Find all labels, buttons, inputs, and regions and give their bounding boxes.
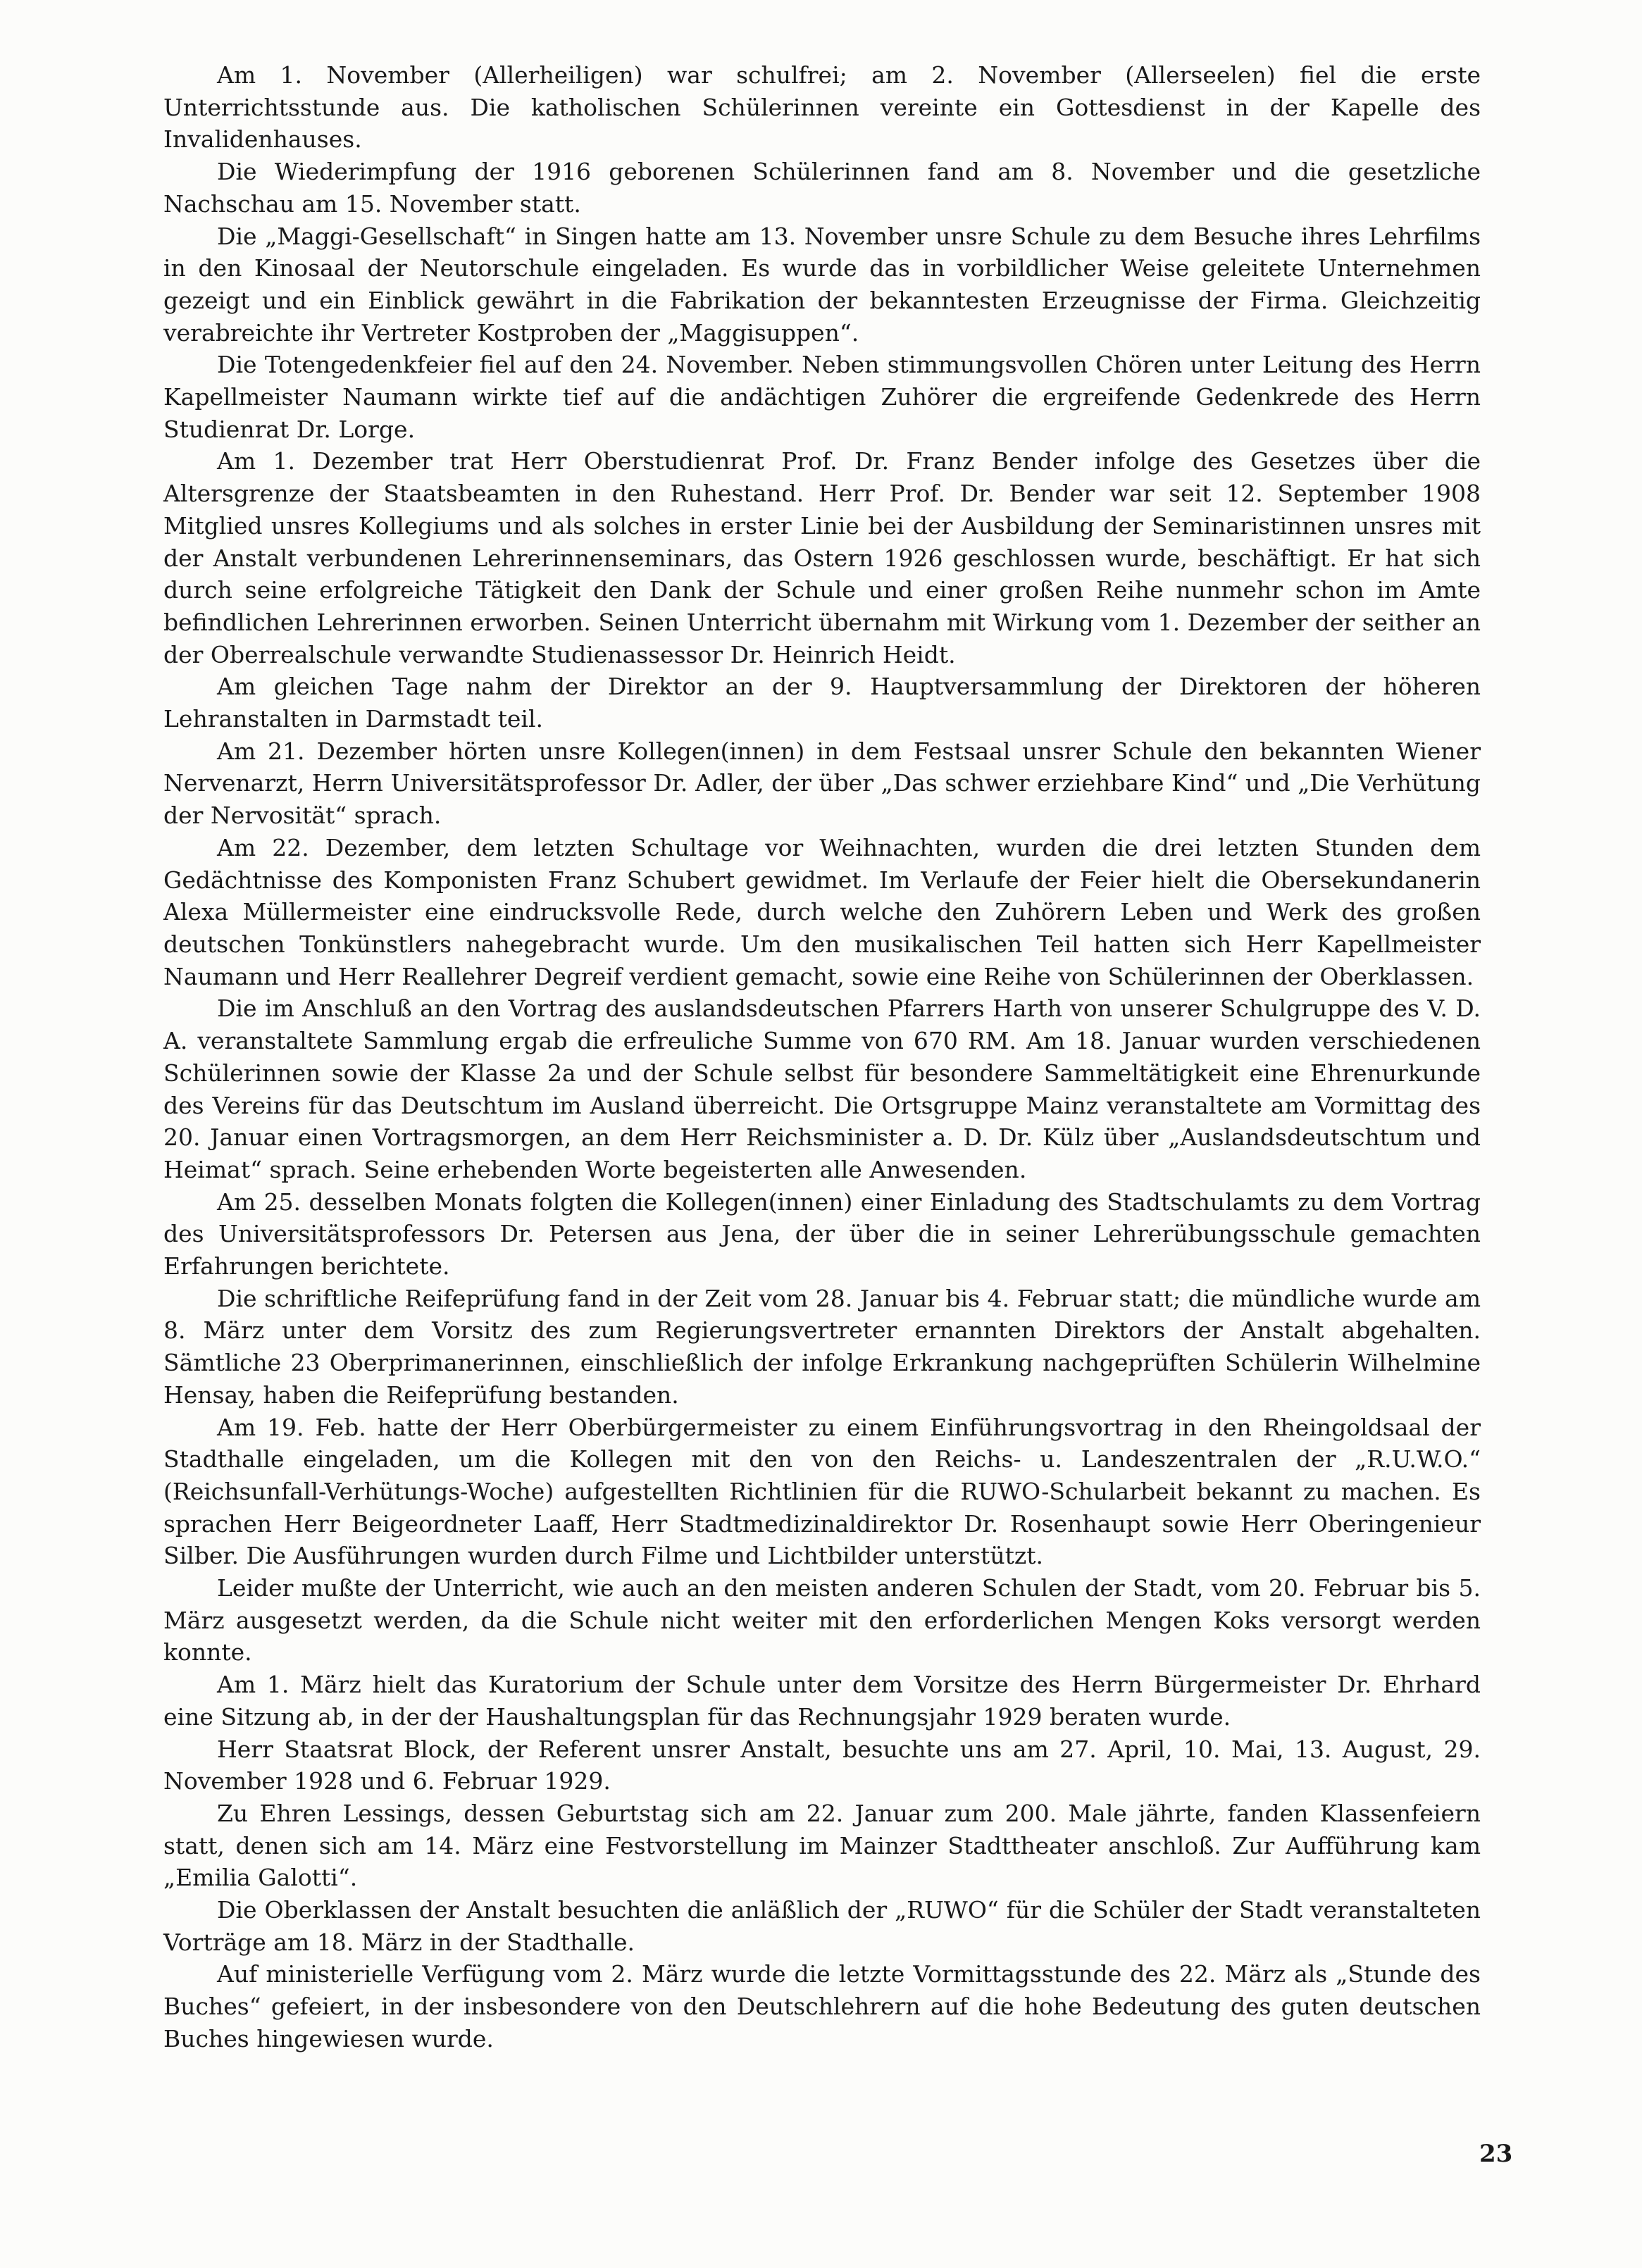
paragraph-kuratorium: Am 1. März hielt das Kuratorium der Schule unter dem Vorsitze des Herrn Bürgermeister Dr. Ehrhard eine Sitzung ab, in der der Haushaltungsplan für das Rechnungsjahr 1929 beraten wurde. — [163, 1671, 1481, 1731]
paragraph-stunde-des-buches: Auf ministerielle Verfügung vom 2. März wurde die letzte Vormittagsstunde des 22. März als „Stunde des Buches“ gefeiert, in der insbesondere von den Deutschlehrern auf die hohe Bedeutung des guten deutschen Buches hingewiesen wurde. — [163, 1960, 1481, 2052]
paragraph-vda-sammlung: Die im Anschluß an den Vortrag des auslandsdeutschen Pfarrers Harth von unserer Schulgruppe des V. D. A. veranstaltete Sammlung ergab die erfreuliche Summe von 670 RM. Am 18. Januar wurden verschiedenen Schülerinnen sowie der Klasse 2a und der Schule selbst für besondere Sammeltätigkeit eine Ehrenurkunde des Vereins für das Deutschtum im Ausland überreicht. Die Ortsgruppe Mainz veranstaltete am Vormittag des 20. Januar einen Vortragsmorgen, an dem Herr Reichsminister a. D. Dr. Külz über „Auslandsdeutschtum und Heimat“ sprach. Seine erhebenden Worte begeisterten alle Anwesenden. — [163, 995, 1481, 1183]
paragraph-allerheiligen: Am 1. November (Allerheiligen) war schulfrei; am 2. November (Allerseelen) fiel die erste Unterrichtsstunde aus. Die katholischen Schülerinnen vereinte ein Gottesdienst in der Kapelle des Invalidenhauses. — [163, 61, 1481, 154]
paragraph-schubert-feier: Am 22. Dezember, dem letzten Schultage vor Weihnachten, wurden die drei letzten Stunden dem Gedächtnisse des Komponisten Franz Schubert gewidmet. Im Verlaufe der Feier hielt die Obersekundanerin Alexa Müllermeister eine eindrucksvolle Rede, durch welche den Zuhörern Leben und Werk des großen deutschen Tonkünstlers nahegebracht wurde. Um den musikalischen Teil hatten sich Herr Kapellmeister Naumann und Herr Reallehrer Degreif verdient gemacht, sowie eine Reihe von Schülerinnen der Oberklassen. — [163, 833, 1481, 990]
paragraph-ruwo-vortraege: Die Oberklassen der Anstalt besuchten die anläßlich der „RUWO“ für die Schüler der Stadt veranstalteten Vorträge am 18. März in der Stadthalle. — [163, 1896, 1481, 1956]
paragraph-lessing-feier: Zu Ehren Lessings, dessen Geburtstag sich am 22. Januar zum 200. Male jährte, fanden Klassenfeiern statt, denen sich am 14. März eine Festvorstellung im Mainzer Stadttheater anschloß. Zur Aufführung kam „Emilia Galotti“. — [163, 1799, 1481, 1892]
paragraph-wiederimpfung: Die Wiederimpfung der 1916 geborenen Schülerinnen fand am 8. November und die gesetzliche Nachschau am 15. November statt. — [163, 158, 1481, 218]
paragraph-petersen-vortrag: Am 25. desselben Monats folgten die Kollegen(innen) einer Einladung des Stadtschulamts zu dem Vortrag des Universitätsprofessors Dr. Petersen aus Jena, der über die in seiner Lehrerübungsschule gemachten Erfahrungen berichtete. — [163, 1188, 1481, 1281]
paragraph-direktorenversammlung: Am gleichen Tage nahm der Direktor an der 9. Hauptversammlung der Direktoren der höheren Lehranstalten in Darmstadt teil. — [163, 673, 1481, 733]
paragraph-totengedenkfeier: Die Totengedenkfeier fiel auf den 24. November. Neben stimmungsvollen Chören unter Leitung des Herrn Kapellmeister Naumann wirkte tief auf die andächtigen Zuhörer die ergreifende Gedenkrede des Herrn Studienrat Dr. Lorge. — [163, 351, 1481, 443]
paragraph-ruwo-vortrag: Am 19. Feb. hatte der Herr Oberbürgermeister zu einem Einführungsvortrag in den Rheingoldsaal der Stadthalle eingeladen, um die Kollegen mit den von den Reichs- u. Landeszentralen der „R.U.W.O.“ (Reichsunfall-Verhütungs-Woche) aufgestellten Richtlinien für die RUWO-Schularbeit bekannt zu machen. Es sprachen Herr Beigeordneter Laaff, Herr Stadtmedizinaldirektor Dr. Rosenhaupt sowie Herr Oberingenieur Silber. Die Ausführungen wurden durch Filme und Lichtbilder unterstützt. — [163, 1413, 1481, 1570]
paragraph-staatsrat-block: Herr Staatsrat Block, der Referent unsrer Anstalt, besuchte uns am 27. April, 10. Mai, 13. August, 29. November 1928 und 6. Februar 1929. — [163, 1735, 1481, 1795]
paragraph-bender-ruhestand: Am 1. Dezember trat Herr Oberstudienrat Prof. Dr. Franz Bender infolge des Gesetzes über die Altersgrenze der Staatsbeamten in den Ruhestand. Herr Prof. Dr. Bender war seit 12. September 1908 Mitglied unsres Kollegiums und als solches in erster Linie bei der Ausbildung der Seminaristinnen unsres mit der Anstalt verbundenen Lehrerinnenseminars, das Ostern 1926 geschlossen wurde, beschäftigt. Er hat sich durch seine erfolgreiche Tätigkeit den Dank der Schule und einer großen Reihe nunmehr schon im Amte befindlichen Lehrerinnen erworben. Seinen Unterricht übernahm mit Wirkung vom 1. Dezember der seither an der Oberrealschule verwandte Studienassessor Dr. Heinrich Heidt. — [163, 447, 1481, 668]
page-number: 23 — [1479, 2140, 1513, 2168]
paragraph-koks-ausfall: Leider mußte der Unterricht, wie auch an den meisten anderen Schulen der Stadt, vom 20. Februar bis 5. März ausgesetzt werden, da die Schule nicht weiter mit den erforderlichen Mengen Koks versorgt werden konnte. — [163, 1574, 1481, 1666]
paragraph-maggi: Die „Maggi-Gesellschaft“ in Singen hatte am 13. November unsre Schule zu dem Besuche ihres Lehrfilms in den Kinosaal der Neutorschule eingeladen. Es wurde das in vorbildlicher Weise geleitete Unternehmen gezeigt und ein Einblick gewährt in die Fabrikation der bekanntesten Erzeugnisse der Firma. Gleichzeitig verabreichte ihr Vertreter Kostproben der „Maggisuppen“. — [163, 222, 1481, 347]
body-text — [163, 59, 1481, 2055]
paragraph-adler-vortrag: Am 21. Dezember hörten unsre Kollegen(innen) in dem Festsaal unsrer Schule den bekannten Wiener Nervenarzt, Herrn Universitätsprofessor Dr. Adler, der über „Das schwer erziehbare Kind“ und „Die Verhütung der Nervosität“ sprach. — [163, 737, 1481, 830]
paragraph-reifepruefung: Die schriftliche Reifeprüfung fand in der Zeit vom 28. Januar bis 4. Februar statt; die mündliche wurde am 8. März unter dem Vorsitz des zum Regierungsvertreter ernannten Direktors der Anstalt abgehalten. Sämtliche 23 Oberprimanerinnen, einschließlich der infolge Erkrankung nachgeprüften Schülerin Wilhelmine Hensay, haben die Reifeprüfung bestanden. — [163, 1284, 1481, 1409]
